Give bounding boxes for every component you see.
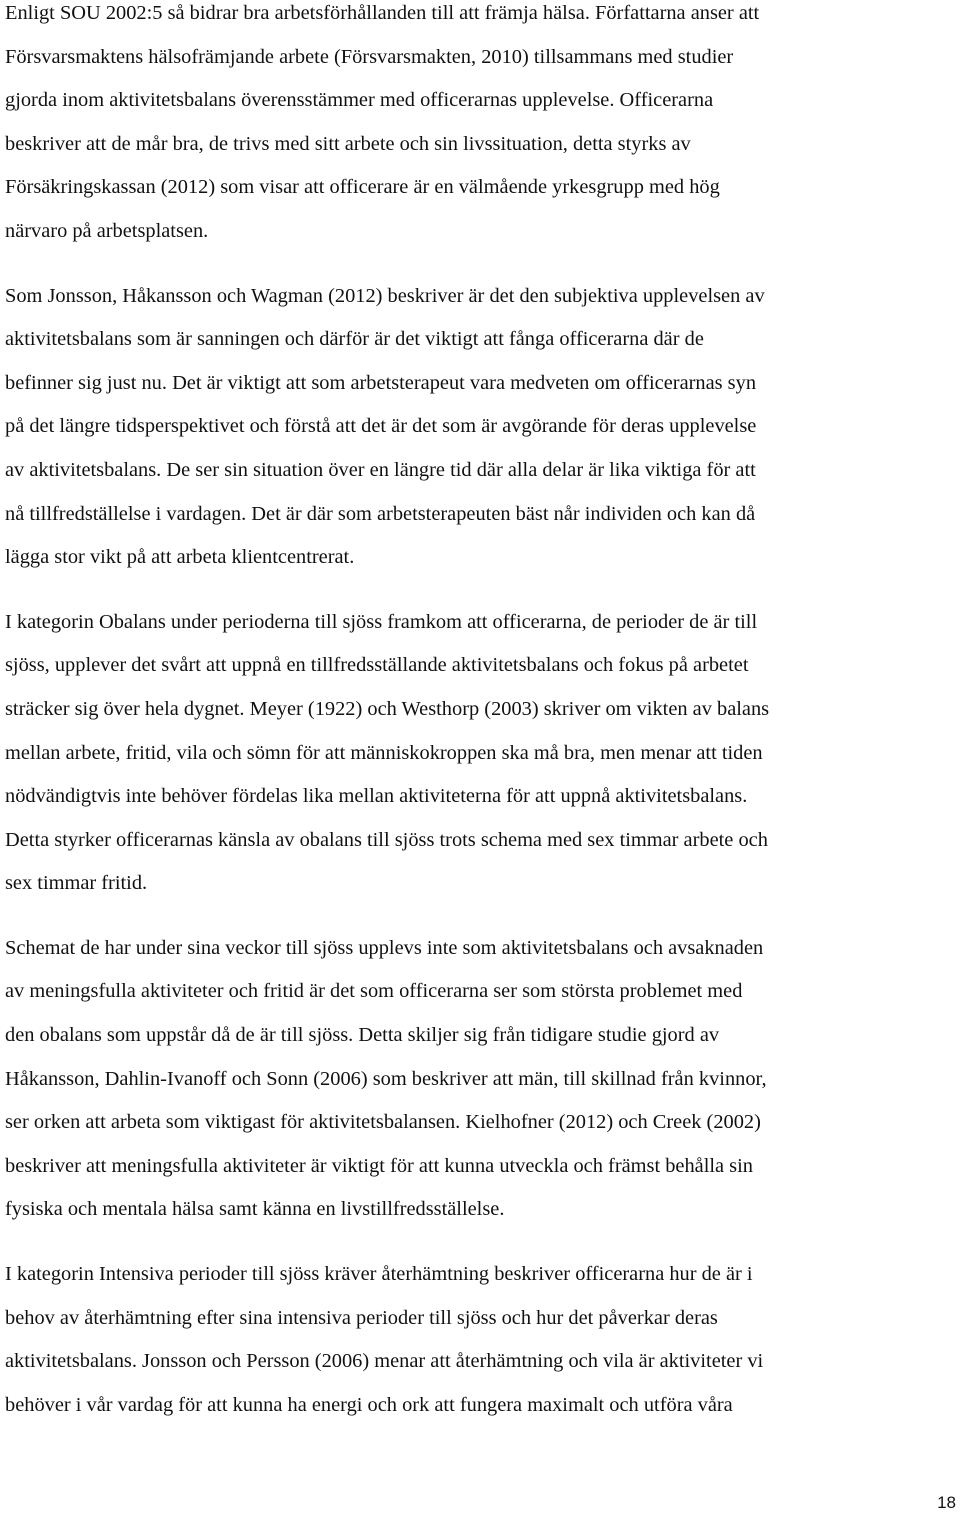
text-line: sträcker sig över hela dygnet. Meyer (1922) och Westhorp (2003) skriver om vikten av balans <box>5 697 770 720</box>
text-line: befinner sig just nu. Det är viktigt att som arbetsterapeut vara medveten om officerarnas syn <box>5 371 757 394</box>
text-line: beskriver att de mår bra, de trivs med sitt arbete och sin livssituation, detta styrks av <box>5 132 691 155</box>
text-line: på det längre tidsperspektivet och förstå att det är det som är avgörande för deras upplevelse <box>5 415 757 438</box>
text-line: beskriver att meningsfulla aktiviteter är viktigt för att kunna utveckla och främst behålla sin <box>5 1154 753 1177</box>
paragraph <box>5 601 955 906</box>
text-line: sex timmar fritid. <box>5 872 148 895</box>
text-line: ser orken att arbeta som viktigast för aktivitetsbalansen. Kielhofner (2012) och Creek (2002) <box>5 1111 761 1134</box>
text-line: behöver i vår vardag för att kunna ha energi och ork att fungera maximalt och utföra våra <box>5 1393 733 1416</box>
text-line: sjöss, upplever det svårt att uppnå en tillfredsställande aktivitetsbalans och fokus på arbetet <box>5 654 749 677</box>
text-line: I kategorin Obalans under perioderna till sjöss framkom att officerarna, de perioder de är till <box>5 610 758 633</box>
text-line: Försäkringskassan (2012) som visar att officerare är en välmående yrkesgrupp med hög <box>5 176 720 199</box>
text-line: den obalans som uppstår då de är till sjöss. Detta skiljer sig från tidigare studie gjord av <box>5 1024 720 1047</box>
text-line: av aktivitetsbalans. De ser sin situation över en längre tid där alla delar är lika viktiga för att <box>5 458 756 481</box>
text-line: nå tillfredställelse i vardagen. Det är där som arbetsterapeuten bäst når individen och kan då <box>5 502 756 525</box>
text-line: behov av återhämtning efter sina intensiva perioder till sjöss och hur det påverkar deras <box>5 1306 718 1329</box>
paragraph <box>5 275 955 580</box>
document-page <box>5 0 955 1448</box>
paragraph <box>5 0 955 254</box>
text-line: Schemat de har under sina veckor till sjöss upplevs inte som aktivitetsbalans och avsaknaden <box>5 936 764 959</box>
text-line: gjorda inom aktivitetsbalans överensstämmer med officerarnas upplevelse. Officerarna <box>5 89 714 112</box>
text-line: närvaro på arbetsplatsen. <box>5 219 209 242</box>
text-line: I kategorin Intensiva perioder till sjöss kräver återhämtning beskriver officerarna hur de är i <box>5 1263 753 1286</box>
text-line: mellan arbete, fritid, vila och sömn för att människokroppen ska må bra, men menar att tiden <box>5 741 763 764</box>
paragraph <box>5 1253 955 1427</box>
text-line: av meningsfulla aktiviteter och fritid är det som officerarna ser som största problemet med <box>5 980 743 1003</box>
paragraph <box>5 927 955 1232</box>
text-line: Håkansson, Dahlin-Ivanoff och Sonn (2006) som beskriver att män, till skillnad från kvinnor, <box>5 1067 767 1090</box>
text-line: Försvarsmaktens hälsofrämjande arbete (Försvarsmakten, 2010) tillsammans med studier <box>5 45 734 68</box>
text-line: Enligt SOU 2002:5 så bidrar bra arbetsförhållanden till att främja hälsa. Författarna anser att <box>5 2 760 24</box>
text-line: nödvändigtvis inte behöver fördelas lika mellan aktiviteterna för att uppnå aktivitetsbalans. <box>5 785 748 808</box>
text-line: aktivitetsbalans som är sanningen och därför är det viktigt att fånga officerarna där de <box>5 328 704 351</box>
page-number: 18 <box>937 1493 956 1512</box>
text-line: Som Jonsson, Håkansson och Wagman (2012) beskriver är det den subjektiva upplevelsen av <box>5 284 765 307</box>
text-line: Detta styrker officerarnas känsla av obalans till sjöss trots schema med sex timmar arbete och <box>5 828 768 851</box>
text-line: fysiska och mentala hälsa samt känna en livstillfredsställelse. <box>5 1198 505 1221</box>
text-line: aktivitetsbalans. Jonsson och Persson (2006) menar att återhämtning och vila är aktiviteter vi <box>5 1350 764 1373</box>
text-line: lägga stor vikt på att arbeta klientcentrerat. <box>5 546 355 569</box>
